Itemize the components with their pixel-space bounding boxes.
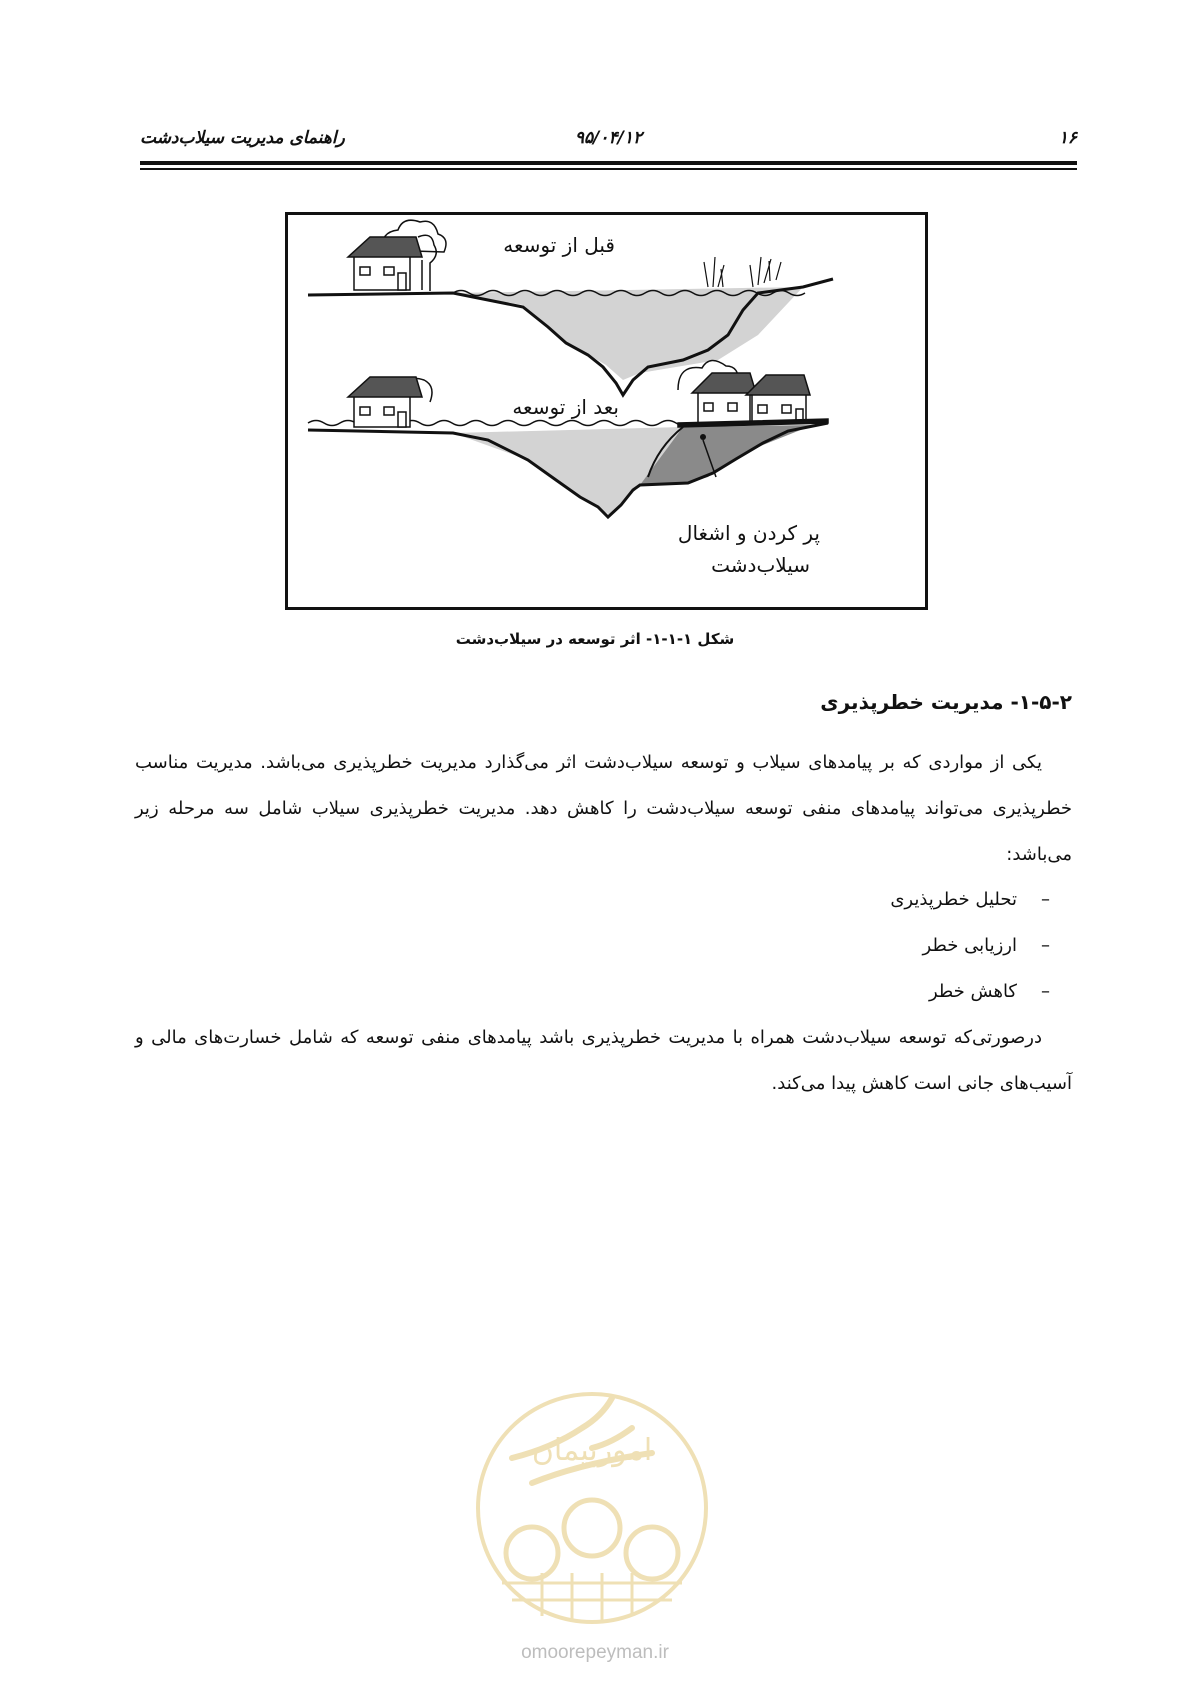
list-item [135, 969, 1072, 1015]
bullet-marker: – [1041, 981, 1050, 1002]
fill-pointer-dot [700, 434, 706, 440]
label-before-development: قبل از توسعه [503, 233, 615, 257]
paragraph-text: یکی از مواردی که بر پیامدهای سیلاب و توسعه سیلاب‌دشت اثر می‌گذارد مدیریت خطرپذیری می‌باشد. مدیریت مناسب خطرپذیری می‌تواند پیامدهای منفی توسعه سیلاب‌دشت را کاهش دهد. مدیریت خطرپذیری سیلاب شامل سه مرحله زیر می‌باشد: [135, 752, 1072, 865]
label-fill-line2: سیلاب‌دشت [711, 553, 810, 577]
house-before [348, 220, 446, 291]
bullet-marker: – [1041, 935, 1050, 956]
reeds-before [704, 257, 781, 287]
houses-after-right [678, 360, 828, 427]
page-number: ۱۶ [1058, 128, 1077, 148]
watermark-site: omoorepeyman.ir [521, 1642, 669, 1663]
house-after-left [348, 377, 432, 427]
list-item-text: کاهش خطر [928, 981, 1017, 1002]
paragraph-risk-management [135, 740, 1072, 878]
list-item [135, 923, 1072, 969]
header-date: ۹۵/۰۴/۱۲ [574, 128, 643, 148]
page-header [140, 128, 1077, 164]
watermark-logo-text: امورپیمان [531, 1433, 653, 1468]
floodplain-figure [285, 212, 928, 610]
header-title: راهنمای مدیریت سیلاب‌دشت [140, 128, 345, 148]
risk-steps-list [135, 877, 1072, 1015]
bullet-marker: – [1041, 889, 1050, 910]
list-item-text: ارزیابی خطر [922, 935, 1017, 956]
list-item-text: تحلیل خطرپذیری [890, 889, 1017, 910]
paragraph-conclusion: درصورتی‌که توسعه سیلاب‌دشت همراه با مدیریت خطرپذیری باشد پیامدهای منفی توسعه که شامل خسارت‌های مالی و آسیب‌های جانی است کاهش پیدا می‌کند. [135, 1027, 1072, 1094]
label-fill-line1: پر کردن و اشغال [677, 521, 820, 545]
section-heading: ۱-۵-۲- مدیریت خطرپذیری [820, 690, 1072, 714]
watermark-logo [472, 1388, 712, 1628]
label-after-development: بعد از توسعه [512, 395, 619, 419]
header-rule-thin [140, 168, 1077, 170]
figure-caption: شکل ۱-۱-۱- اثر توسعه در سیلاب‌دشت [455, 630, 735, 648]
list-item [135, 877, 1072, 923]
header-rule-thick [140, 161, 1077, 165]
after-development-diagram [308, 360, 828, 517]
